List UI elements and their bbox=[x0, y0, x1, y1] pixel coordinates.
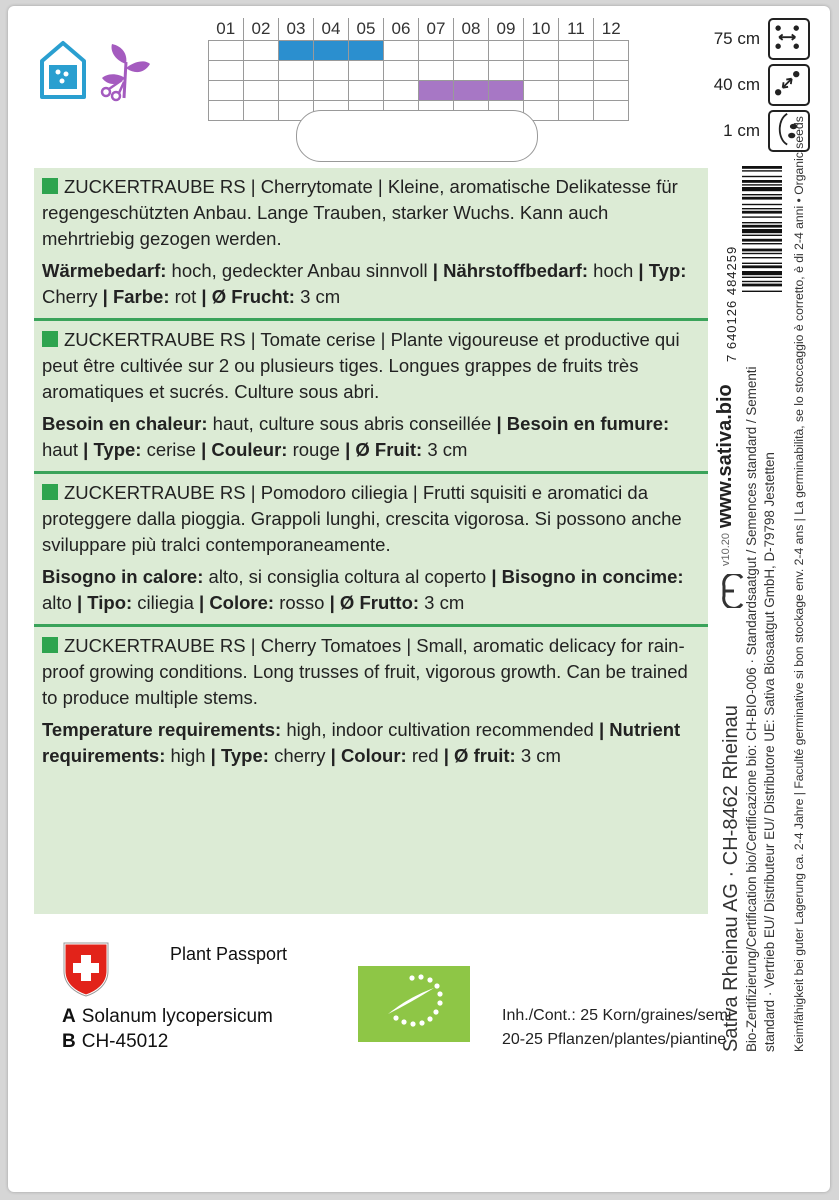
certification-line-1: Bio-Zertifizierung/Certification bio/Certificazione bio: CH-BIO-006 · Standardsaatgut / Semences standard / Sementi bbox=[744, 366, 759, 1052]
property-label: Temperature requirements: bbox=[42, 719, 282, 740]
green-square-icon bbox=[42, 637, 58, 653]
row-distance-spec bbox=[714, 18, 810, 60]
property-value: red bbox=[406, 745, 444, 766]
variety-description bbox=[42, 174, 702, 252]
property-value: haut bbox=[42, 413, 675, 460]
calendar-cell bbox=[209, 61, 244, 81]
month-label: 10 bbox=[524, 18, 559, 41]
calendar-cell bbox=[384, 61, 419, 81]
calendar-cell bbox=[314, 61, 349, 81]
company-address: Sativa Rheinau AG · CH-8462 Rheinau bbox=[720, 705, 742, 1052]
barcode-bar bbox=[742, 197, 782, 200]
property-value: ciliegia bbox=[132, 592, 199, 613]
barcode-bar bbox=[742, 222, 782, 223]
property-value: cerise bbox=[141, 439, 202, 460]
variety-properties bbox=[42, 258, 702, 310]
calendar-cell bbox=[419, 61, 454, 81]
calendar-cell bbox=[384, 41, 419, 61]
swiss-shield-icon bbox=[62, 941, 110, 997]
calendar-cell bbox=[209, 81, 244, 101]
barcode-bar bbox=[742, 239, 782, 242]
barcode-bar bbox=[742, 176, 782, 177]
barcode bbox=[724, 166, 784, 366]
property-label: | Nährstoffbedarf: bbox=[432, 260, 589, 281]
property-label: | Colore: bbox=[199, 592, 275, 613]
calendar-cell bbox=[489, 41, 524, 61]
calendar-cell bbox=[349, 61, 384, 81]
greenhouse-sowing-icon bbox=[38, 39, 88, 101]
ce-mark-icon bbox=[720, 574, 746, 608]
month-header-row bbox=[209, 18, 629, 41]
sowing-row bbox=[209, 41, 629, 61]
barcode-bar bbox=[742, 229, 782, 233]
barcode-bar bbox=[742, 291, 782, 292]
barcode-bar bbox=[742, 271, 782, 275]
property-label: | Ø fruit: bbox=[443, 745, 516, 766]
row-distance-value: 75 cm bbox=[713, 29, 760, 48]
barcode-bar bbox=[742, 277, 782, 278]
barcode-bar bbox=[742, 184, 782, 185]
calendar-cell bbox=[349, 81, 384, 101]
variety-properties bbox=[42, 564, 702, 616]
harvest-cell bbox=[489, 81, 524, 101]
property-label: | Ø Fruit: bbox=[345, 439, 423, 460]
property-value: 3 cm bbox=[419, 592, 465, 613]
contents-line-seeds: Inh./Cont.: 25 Korn/graines/semi bbox=[502, 1007, 732, 1024]
version-label: v10.20 bbox=[720, 532, 732, 566]
calendar-cell bbox=[419, 41, 454, 61]
property-label: | Type: bbox=[83, 439, 142, 460]
plant-scissors-icon bbox=[96, 42, 152, 102]
germination-note: Keimfähigkeit bei guter Lagerung ca. 2-4 Jahre | Faculté germinative si bon stockage env. 2-4 ans | La germinabilità, se lo stoccaggio è corretto, è di 2-4 anni • Organic seeds bbox=[792, 116, 806, 1052]
property-label: | Typ: bbox=[638, 260, 687, 281]
calendar-cell bbox=[594, 61, 629, 81]
calendar-cell bbox=[454, 61, 489, 81]
calendar-cell bbox=[244, 101, 279, 121]
contents-info bbox=[502, 1004, 731, 1052]
barcode-bar bbox=[742, 284, 782, 287]
month-label: 12 bbox=[601, 19, 621, 38]
property-value: rosso bbox=[274, 592, 330, 613]
barcode-bar bbox=[742, 243, 782, 244]
property-label: | Ø Frutto: bbox=[329, 592, 420, 613]
description-text: ZUCKERTRAUBE RS | Tomate cerise | Plante vigoureuse et productive qui peut être cultivée sur 2 ou plusieurs tiges. Longues grappes de fruits très aromatiques et sucrés. Culture sous abri. bbox=[42, 329, 680, 402]
property-label: | Type: bbox=[210, 745, 269, 766]
property-label: | Tipo: bbox=[76, 592, 133, 613]
barcode-bar bbox=[742, 281, 782, 282]
barcode-bar bbox=[742, 211, 782, 214]
month-label: 06 bbox=[384, 18, 419, 41]
property-value: high bbox=[165, 745, 211, 766]
barcode-bar bbox=[742, 257, 782, 258]
passport-code-value: CH-45012 bbox=[81, 1031, 169, 1052]
property-label: | Nutrient requirements: bbox=[42, 719, 681, 766]
barcode-bar bbox=[742, 166, 782, 169]
barcode-bar bbox=[742, 216, 782, 217]
passport-species-value: Solanum lycopersicum bbox=[81, 1006, 273, 1027]
sowing-cell bbox=[349, 41, 384, 61]
green-square-icon bbox=[42, 178, 58, 194]
barcode-number: 7 640126 484259 bbox=[724, 245, 739, 362]
sowing-cell bbox=[314, 41, 349, 61]
calendar-cell bbox=[209, 41, 244, 61]
property-label: | Couleur: bbox=[201, 439, 288, 460]
property-label: | Farbe: bbox=[102, 286, 170, 307]
calendar-cell bbox=[244, 41, 279, 61]
language-block bbox=[34, 321, 708, 474]
calendar-cell bbox=[489, 61, 524, 81]
seed-packet-back bbox=[8, 6, 830, 1192]
property-value: rouge bbox=[287, 439, 346, 460]
hang-slot bbox=[296, 110, 538, 162]
plant-passport-title: Plant Passport bbox=[170, 944, 288, 964]
plant-distance-icon bbox=[768, 64, 810, 106]
harvest-cell bbox=[419, 81, 454, 101]
passport-species bbox=[62, 1006, 273, 1028]
barcode-bar bbox=[742, 208, 782, 209]
sowing-cell bbox=[279, 41, 314, 61]
barcode-bar bbox=[742, 265, 782, 268]
property-value: high, indoor cultivation recommended bbox=[281, 719, 599, 740]
property-value: haut, culture sous abris conseillée bbox=[207, 413, 497, 434]
variety-description bbox=[42, 327, 702, 405]
barcode-bar bbox=[742, 170, 782, 171]
calendar-cell bbox=[559, 81, 594, 101]
calendar-cell bbox=[279, 81, 314, 101]
calendar-cell bbox=[559, 101, 594, 121]
plant-distance-value: 40 cm bbox=[713, 75, 760, 94]
sowing-depth-value: 1 cm bbox=[723, 121, 760, 140]
month-label: 11 bbox=[559, 18, 594, 41]
property-label: | Colour: bbox=[330, 745, 407, 766]
calendar-cell bbox=[524, 61, 559, 81]
property-value: alto bbox=[42, 566, 689, 613]
calendar-cell bbox=[314, 81, 349, 101]
language-block bbox=[34, 168, 708, 321]
website-link[interactable]: www.sativa.bio bbox=[714, 384, 736, 528]
calendar-cell bbox=[244, 81, 279, 101]
barcode-bar bbox=[742, 204, 782, 205]
green-square-icon bbox=[42, 331, 58, 347]
calendar-cell bbox=[454, 41, 489, 61]
eu-organic-logo bbox=[358, 966, 470, 1042]
property-value: hoch, gedeckter Anbau sinnvoll bbox=[166, 260, 433, 281]
passport-key-b: B bbox=[62, 1031, 76, 1052]
language-block bbox=[34, 627, 708, 777]
month-label: 08 bbox=[454, 18, 489, 41]
calendar-cell bbox=[524, 81, 559, 101]
variety-properties bbox=[42, 717, 702, 769]
property-value: alto, si consiglia coltura al coperto bbox=[203, 566, 492, 587]
property-value: cherry bbox=[268, 745, 331, 766]
month-label: 03 bbox=[279, 18, 314, 41]
description-text: ZUCKERTRAUBE RS | Pomodoro ciliegia | Frutti squisiti e aromatici da proteggere dalla pioggia. Grappoli lunghi, crescita vigorosa. Si possono anche sviluppare più tralci contemporaneamente. bbox=[42, 482, 682, 555]
calendar-cell bbox=[384, 81, 419, 101]
calendar-cell bbox=[559, 41, 594, 61]
calendar-cell bbox=[279, 61, 314, 81]
green-square-icon bbox=[42, 484, 58, 500]
harvest-cell bbox=[454, 81, 489, 101]
month-label: 04 bbox=[314, 18, 349, 41]
property-value: 3 cm bbox=[515, 745, 561, 766]
property-label: Bisogno in calore: bbox=[42, 566, 204, 587]
variety-properties bbox=[42, 411, 702, 463]
barcode-bar bbox=[742, 253, 782, 254]
barcode-bars bbox=[742, 166, 782, 356]
barcode-bar bbox=[742, 263, 782, 264]
property-value: rot bbox=[169, 286, 202, 307]
calendar-cell bbox=[594, 81, 629, 101]
barcode-bar bbox=[742, 249, 782, 252]
month-label: 05 bbox=[349, 18, 384, 41]
harvest-row bbox=[209, 81, 629, 101]
calendar-cell bbox=[244, 61, 279, 81]
barcode-bar bbox=[742, 187, 782, 191]
calendar-cell bbox=[209, 101, 244, 121]
calendar-cell bbox=[559, 61, 594, 81]
month-label: 01 bbox=[209, 18, 244, 41]
property-label: | Ø Frucht: bbox=[201, 286, 295, 307]
passport-key-a: A bbox=[62, 1006, 76, 1027]
calendar-cell bbox=[594, 41, 629, 61]
property-value: Cherry bbox=[42, 260, 692, 307]
month-label: 07 bbox=[419, 18, 454, 41]
description-panel bbox=[34, 168, 708, 914]
language-block bbox=[34, 474, 708, 627]
property-value: hoch bbox=[588, 260, 639, 281]
property-label: Besoin en chaleur: bbox=[42, 413, 208, 434]
contents-line-plants: 20-25 Pflanzen/plantes/piantine bbox=[502, 1031, 727, 1048]
blank-row bbox=[209, 61, 629, 81]
barcode-bar bbox=[742, 180, 782, 183]
variety-description bbox=[42, 633, 702, 711]
description-text: ZUCKERTRAUBE RS | Cherry Tomatoes | Small, aromatic delicacy for rain-proof growing conditions. Long trusses of fruit, vigorous growth. Can be trained to produce multiple stems. bbox=[42, 635, 688, 708]
plant-distance-spec bbox=[714, 64, 810, 106]
barcode-bar bbox=[742, 225, 782, 228]
property-value: 3 cm bbox=[294, 286, 341, 307]
certification-line-2: standard · Vertrieb EU/ Distributeur EU/ Distributore UE: Sativa Biosaatgut GmbH, D-79798 Jestetten bbox=[762, 452, 777, 1052]
month-label: 02 bbox=[244, 18, 279, 41]
barcode-bar bbox=[742, 194, 782, 195]
property-label: | Besoin en fumure: bbox=[496, 413, 670, 434]
month-label: 09 bbox=[489, 18, 524, 41]
row-distance-icon bbox=[768, 18, 810, 60]
calendar-cell bbox=[594, 101, 629, 121]
description-text: ZUCKERTRAUBE RS | Cherrytomate | Kleine, aromatische Delikatesse für regengeschützten Anbau. Lange Trauben, starker Wuchs. Kann auch mehrtriebig gezogen werden. bbox=[42, 176, 678, 249]
cultivation-calendar bbox=[208, 18, 629, 121]
variety-description bbox=[42, 480, 702, 558]
barcode-bar bbox=[742, 235, 782, 236]
property-label: | Bisogno in concime: bbox=[491, 566, 684, 587]
passport-code bbox=[62, 1031, 168, 1053]
property-label: Wärmebedarf: bbox=[42, 260, 167, 281]
property-value: 3 cm bbox=[422, 439, 468, 460]
calendar-cell bbox=[524, 41, 559, 61]
